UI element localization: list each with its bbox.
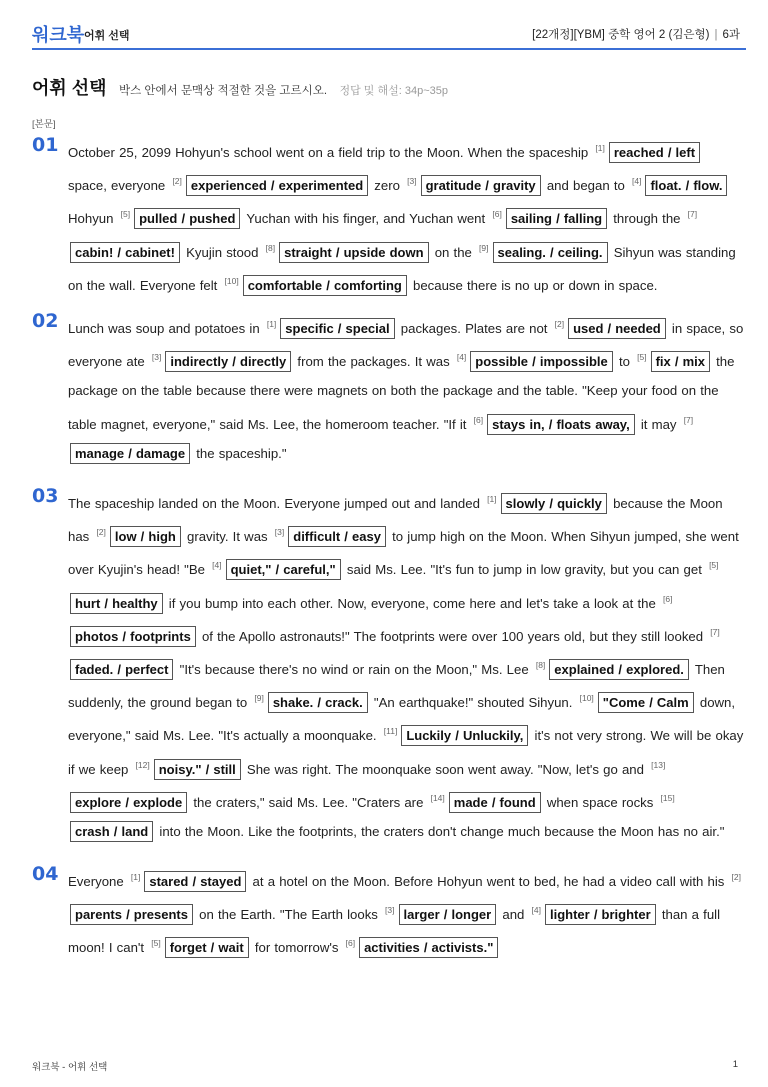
title-row (32, 74, 746, 100)
blank-number: [4] (531, 905, 541, 916)
passage-segment: Lunch was soup and potatoes in (68, 321, 264, 336)
instruction-text: 박스 안에서 문맥상 적절한 것을 고르시오. (119, 85, 328, 97)
passage-segment: on the (430, 244, 477, 260)
choice-box[interactable]: stared / stayed (144, 871, 246, 892)
blank-number: [14] (430, 792, 445, 803)
blank-number: [3] (274, 527, 285, 538)
blank-number: [6] (492, 209, 502, 220)
blank-number: [10] (579, 693, 594, 704)
passage-text (68, 863, 744, 963)
passage-segment: in space, so everyone ate (68, 321, 744, 370)
choice-box[interactable]: faded. / perfect (70, 659, 173, 680)
blank-number: [2] (172, 176, 182, 187)
choice-box[interactable]: lighter / brighter (545, 904, 656, 925)
blank-number: [2] (731, 872, 741, 882)
passage-segment: October 25, 2099 Hohyun's school went on a field trip to the Moon. When the spaceship (68, 145, 593, 160)
blank-number: [8] (535, 660, 546, 671)
passage-segment: space, everyone (68, 178, 170, 194)
blank-number: [4] (631, 176, 642, 187)
passage-segment: Then suddenly, the ground began to (68, 662, 725, 711)
choice-box[interactable]: possible / impossible (470, 351, 612, 372)
choice-box[interactable]: made / found (449, 792, 541, 813)
passage-segment: it may (636, 416, 681, 432)
passage-segment: to jump high on the Moon. When Sihyun jumped, she went over Kyujin's head! "Be (68, 529, 739, 578)
choice-box[interactable]: explore / explode (70, 792, 187, 813)
choice-box[interactable]: crash / land (70, 821, 153, 842)
choice-box[interactable]: cabin! / cabinet! (70, 242, 180, 263)
blank-number: [6] (662, 593, 673, 604)
passage-text (68, 310, 744, 468)
blank-number: [1] (487, 494, 497, 504)
passage-segment: the spaceship." (192, 445, 287, 461)
choice-box[interactable]: straight / upside down (279, 242, 428, 263)
passage-segment: The spaceship landed on the Moon. Everyone jumped out and landed (68, 496, 485, 511)
passage-segment: on the Earth. "The Earth looks (195, 907, 383, 923)
blank-number: [2] (554, 319, 565, 329)
passage-segment: She was right. The moonquake soon went away. "Now, let's go and (242, 761, 649, 777)
choice-box[interactable]: sailing / falling (506, 208, 607, 229)
passage-segment: Kyujin stood (181, 244, 263, 260)
passage-segment: if you bump into each other. Now, everyone, come here and let's take a look at the (164, 595, 660, 611)
passage-segment: it's not very strong. We will be okay if we keep (68, 728, 744, 777)
choice-box[interactable]: slowly / quickly (501, 493, 607, 514)
choice-box[interactable]: explained / explored. (549, 659, 689, 680)
choice-box[interactable]: low / high (110, 526, 181, 547)
blank-number: [5] (637, 352, 647, 363)
choice-box[interactable]: larger / longer (399, 904, 497, 925)
passage-segment: the package on the table because there were magnets on both the package and the table. "Keep your food on the table magnet, everyone," said Ms. Lee, the homeroom teacher. "If it (68, 354, 735, 432)
choice-box[interactable]: sealing. / ceiling. (493, 242, 608, 263)
footer-title: 워크북 - 어휘 선택 (32, 1062, 108, 1073)
blank-number: [8] (265, 242, 276, 253)
blank-number: [5] (151, 938, 161, 949)
question-number: 01 (32, 134, 59, 156)
passage-segment: because the Moon has (68, 496, 723, 545)
blank-number: [9] (479, 242, 489, 253)
question-block (32, 485, 744, 846)
passage-segment: because there is no up or down in space. (408, 277, 658, 293)
page-header (32, 20, 746, 50)
passage-segment: the craters," said Ms. Lee. "Craters are (189, 794, 428, 810)
blank-number: [11] (383, 726, 398, 737)
passage-segment: gravity. It was (182, 529, 272, 545)
passage-segment: and (498, 907, 529, 923)
passage-segment: said Ms. Lee. "It's fun to jump in low gravity, but you can get (342, 562, 707, 578)
header-course-info (532, 26, 740, 42)
blank-number: [6] (473, 414, 484, 425)
choice-box[interactable]: parents / presents (70, 904, 193, 925)
blank-number: [1] (595, 143, 605, 153)
choice-box[interactable]: photos / footprints (70, 626, 196, 647)
course-name: [22개정][YBM] 중학 영어 2 (김은형) (532, 29, 710, 41)
choice-box[interactable]: forget / wait (165, 937, 249, 958)
question-block (32, 310, 744, 468)
blank-number: [3] (385, 905, 395, 916)
blank-number: [7] (683, 414, 694, 425)
header-separator: | (714, 29, 718, 41)
blank-number: [12] (135, 759, 150, 770)
blank-number: [3] (151, 352, 162, 363)
passage-segment: through the (609, 211, 685, 227)
choice-box[interactable]: comfortable / comforting (243, 275, 407, 296)
passage-segment: Everyone (68, 874, 128, 889)
passage-segment: "It's because there's no wind or rain on the Moon," Ms. Lee (175, 662, 533, 678)
choice-box[interactable]: used / needed (568, 318, 666, 339)
choice-box[interactable]: reached / left (609, 142, 700, 163)
choice-box[interactable]: manage / damage (70, 443, 190, 464)
question-block (32, 134, 744, 300)
choice-box[interactable]: Luckily / Unluckily, (401, 725, 528, 746)
blank-number: [1] (266, 319, 277, 329)
blank-number: [3] (407, 176, 417, 187)
choice-box[interactable]: experienced / experimented (186, 175, 368, 196)
blank-number: [10] (224, 275, 239, 286)
blank-number: [2] (96, 527, 106, 538)
passage-segment: from the packages. It was (293, 354, 454, 370)
passage-segment: of the Apollo astronauts!" The footprints were over 100 years old, but they still looked (197, 628, 708, 644)
blank-number: [1] (130, 872, 141, 882)
question-number: 04 (32, 863, 59, 885)
passage-segment: into the Moon. Like the footprints, the craters don't change much because the Moon has no air." (155, 824, 725, 840)
blank-number: [7] (687, 209, 698, 220)
blank-number: [15] (660, 792, 675, 803)
passage-segment: than a full moon! I can't (68, 907, 721, 956)
blank-number: [4] (212, 560, 222, 571)
blank-number: [13] (651, 759, 666, 770)
passage-segment: Yuchan with his finger, and Yuchan went (242, 211, 490, 227)
choice-box[interactable]: noisy." / still (154, 759, 241, 780)
choice-box[interactable]: shake. / crack. (268, 692, 368, 713)
choice-box[interactable]: hurt / healthy (70, 593, 163, 614)
blank-number: [7] (710, 626, 720, 637)
brand-logo: 워크북 (32, 25, 85, 45)
passage-segment: and began to (542, 178, 629, 194)
choice-box[interactable]: stays in, / floats away, (487, 414, 635, 435)
question-block (32, 863, 744, 963)
passage-segment: down, everyone," said Ms. Lee. "It's actually a moonquake. (68, 695, 736, 744)
choice-box[interactable]: specific / special (280, 318, 394, 339)
choice-box[interactable]: pulled / pushed (134, 208, 240, 229)
passage-text (68, 485, 744, 846)
blank-number: [5] (709, 560, 719, 571)
question-number: 03 (32, 485, 59, 507)
blank-number: [9] (254, 693, 264, 704)
header-subtitle: 어휘 선택 (84, 30, 130, 42)
passage-segment: to (614, 354, 635, 370)
passage-segment: for tomorrow's (250, 940, 343, 956)
choice-box[interactable]: float. / flow. (645, 175, 727, 196)
choice-box[interactable]: "Come / Calm (598, 692, 694, 713)
passage-text (68, 134, 744, 300)
passage-segment: Sihyun was standing on the wall. Everyone felt (68, 244, 736, 293)
lesson-number: 6과 (722, 29, 740, 41)
choice-box[interactable]: gratitude / gravity (421, 175, 541, 196)
choice-box[interactable]: indirectly / directly (165, 351, 291, 372)
page-number: 1 (732, 1059, 738, 1070)
passage-segment: "An earthquake!" shouted Sihyun. (369, 695, 577, 711)
passage-segment: at a hotel on the Moon. Before Hohyun went to bed, he had a video call with his (248, 874, 729, 889)
blank-number: [4] (456, 352, 467, 363)
blank-number: [5] (120, 209, 131, 220)
passage-segment: packages. Plates are not (396, 321, 552, 336)
passage-segment: Hohyun (68, 211, 118, 227)
question-number: 02 (32, 310, 59, 332)
choice-box[interactable]: activities / activists." (359, 937, 498, 958)
choice-box[interactable]: fix / mix (651, 351, 710, 372)
blank-number: [6] (345, 938, 356, 949)
choice-box[interactable]: difficult / easy (288, 526, 386, 547)
page-title: 어휘 선택 (32, 78, 107, 98)
section-label: [본문] (32, 119, 56, 130)
passage-segment: when space rocks (542, 794, 658, 810)
answer-reference: 정답 및 해설: 34p~35p (339, 85, 448, 97)
choice-box[interactable]: quiet," / careful," (226, 559, 341, 580)
passage-segment: zero (370, 178, 405, 194)
